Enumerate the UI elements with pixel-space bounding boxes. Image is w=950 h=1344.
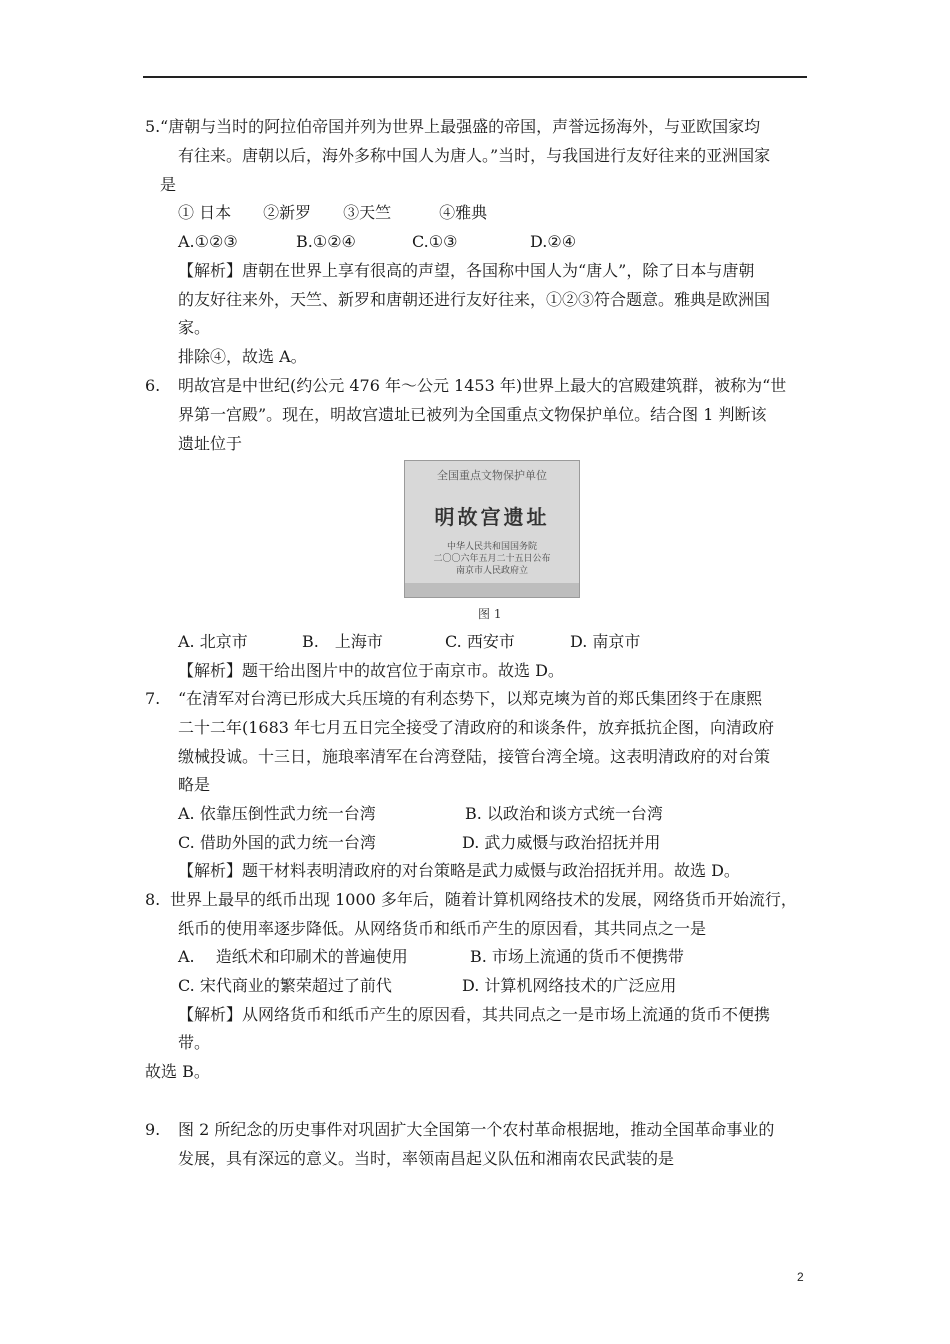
question-text-line: 是 <box>160 175 177 194</box>
question-number: 6. <box>145 376 161 395</box>
option-b: B. 以政治和谈方式统一台湾 <box>465 804 663 823</box>
option-c: C. 西安市 <box>445 632 515 651</box>
option-c: C.①③ <box>412 232 458 251</box>
figure-caption: 图 1 <box>478 607 502 621</box>
question-text-line: 纸币的使用率逐步降低。从网络货币和纸币产生的原因看，其共同点之一是 <box>178 919 707 938</box>
question-text-line: “唐朝与当时的阿拉伯帝国并列为世界上最强盛的帝国，声誉远扬海外，与亚欧国家均 <box>160 117 761 136</box>
question-text-line: 遗址位于 <box>178 434 243 453</box>
question-number: 8. <box>145 890 161 909</box>
question-text-line: 发展，具有深远的意义。当时，率领南昌起义队伍和湘南农民武装的是 <box>178 1149 675 1168</box>
question-number: 9. <box>145 1120 161 1139</box>
tablet-title: 明故宫遗址 <box>434 505 550 529</box>
analysis-line: 【解析】题干给出图片中的故宫位于南京市。故选 D。 <box>178 661 564 680</box>
option-d: D. 南京市 <box>570 632 641 651</box>
option-b: B. 市场上流通的货币不便携带 <box>470 947 684 966</box>
question-text-line: 缴械投诚。十三日，施琅率清军在台湾登陆，接管台湾全境。这表明清政府的对台策 <box>178 747 771 766</box>
analysis-line: 【解析】题干材料表明清政府的对台策略是武力威慑与政治招抚并用。故选 D。 <box>178 861 740 880</box>
analysis-line: 【解析】从网络货币和纸币产生的原因看，其共同点之一是市场上流通的货币不便携 <box>178 1005 771 1024</box>
option-c: C. 借助外国的武力统一台湾 <box>178 833 376 852</box>
option-d: D.②④ <box>530 232 577 251</box>
question-text-line: 界第一宫殿”。现在，明故宫遗址已被列为全国重点文物保护单位。结合图 1 判断该 <box>178 405 767 424</box>
figure-1-stone-tablet <box>404 460 580 598</box>
option-a: A.①②③ <box>178 232 238 251</box>
page-number: 2 <box>797 1270 804 1284</box>
tablet-subtext: 中华人民共和国国务院 <box>446 542 537 552</box>
header-rule <box>143 76 807 78</box>
question-text-line: 略是 <box>178 775 211 794</box>
conclusion-line: 故选 B。 <box>145 1062 210 1081</box>
question-text-line: “在清军对台湾已形成大兵压境的有利态势下，以郑克塽为首的郑氏集团终于在康熙 <box>178 689 763 708</box>
question-text-line: 图 2 所纪念的历史事件对巩固扩大全国第一个农村革命根据地，推动全国革命事业的 <box>178 1120 775 1139</box>
question-text-line: 二十二年(1683 年七月五日完全接受了清政府的和谈条件，放弃抵抗企图，向清政府 <box>178 718 775 737</box>
option-c: C. 宋代商业的繁荣超过了前代 <box>178 976 392 995</box>
tablet-subtext: 二〇〇六年五月二十五日公布 <box>433 554 551 564</box>
option-a: A. 依靠压倒性武力统一台湾 <box>178 804 376 823</box>
analysis-line: 【解析】唐朝在世界上享有很高的声望，各国称中国人为“唐人”，除了日本与唐朝 <box>178 261 755 280</box>
question-text-line: 世界上最早的纸币出现 1000 多年后，随着计算机网络技术的发展，网络货币开始流行， <box>170 890 797 909</box>
analysis-line: 家。 <box>178 318 211 337</box>
option-a: A. 北京市 <box>178 632 248 651</box>
option-d: D. 计算机网络技术的广泛应用 <box>462 976 677 995</box>
question-number: 5. <box>145 117 161 136</box>
analysis-line: 排除④，故选 A。 <box>178 347 307 366</box>
question-number: 7. <box>145 689 161 708</box>
tablet-header: 全国重点文物保护单位 <box>437 469 547 482</box>
analysis-line: 带。 <box>178 1033 211 1052</box>
option-d: D. 武力威慑与政治招抚并用 <box>462 833 661 852</box>
tablet-subtext: 南京市人民政府立 <box>455 566 528 576</box>
option-a: A. 造纸术和印刷术的普遍使用 <box>178 947 408 966</box>
analysis-line: 的友好往来外，天竺、新罗和唐朝还进行友好往来，①②③符合题意。雅典是欧洲国 <box>178 290 771 309</box>
question-items: ① 日本 ②新罗 ③天竺 ④雅典 <box>178 203 488 222</box>
question-text-line: 明故宫是中世纪(约公元 476 年～公元 1453 年)世界上最大的宫殿建筑群，被称为“世 <box>178 376 787 395</box>
option-b: B.①②④ <box>296 232 356 251</box>
option-b: B. 上海市 <box>302 632 383 651</box>
question-text-line: 有往来。唐朝以后，海外多称中国人为唐人。”当时，与我国进行友好往来的亚洲国家 <box>178 146 771 165</box>
tablet-base <box>405 583 579 597</box>
